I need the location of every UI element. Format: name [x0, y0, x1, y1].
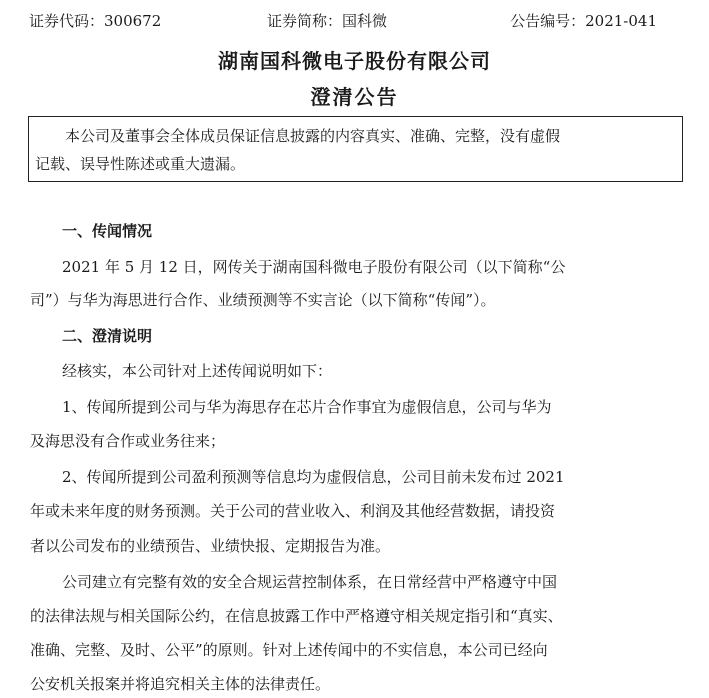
item-2-line-1: 2、传闻所提到公司盈利预测等信息均为虚假信息，公司目前未发布过 2021: [62, 468, 565, 486]
item-1-line-1: 1、传闻所提到公司与华为海思存在芯片合作事宜为虚假信息，公司与华为: [62, 398, 552, 416]
notice-line-1: 本公司及董事会全体成员保证信息披露的内容真实、准确、完整，没有虚假: [65, 127, 561, 145]
section-1-heading: 一、传闻情况: [62, 222, 153, 240]
closing-line-4: 公安机关报案并将追究相关主体的法律责任。: [30, 675, 331, 693]
item-2-line-3: 者以公司发布的业绩预告、业绩快报、定期报告为准。: [30, 537, 391, 555]
section-2-heading: 二、澄清说明: [62, 327, 153, 345]
announcement-number: 公告编号：2021-041: [510, 12, 657, 30]
closing-line-2: 的法律法规与相关国际公约，在信息披露工作中严格遵守相关规定指引和“真实、: [30, 607, 563, 625]
item-1-line-2: 及海思没有合作或业务往来；: [30, 432, 226, 450]
closing-line-1: 公司建立有完整有效的安全合规运营控制体系，在日常经营中严格遵守中国: [62, 573, 558, 591]
section-1-line-2: 司”）与华为海思进行合作、业绩预测等不实言论（以下简称“传闻”）。: [30, 291, 496, 309]
header-meta-row: [29, 10, 657, 32]
notice-box: [28, 116, 683, 182]
stock-short-name: 证券简称：国科微: [267, 12, 388, 30]
section-1-line-1: 2021 年 5 月 12 日，网传关于湖南国科微电子股份有限公司（以下简称“公: [62, 258, 566, 276]
section-2-intro: 经核实，本公司针对上述传闻说明如下：: [62, 362, 333, 380]
closing-line-3: 准确、完整、及时、公平”的原则。针对上述传闻中的不实信息，本公司已经向: [30, 641, 548, 659]
document-title: 澄清公告: [310, 85, 399, 109]
item-2-line-2: 年或未来年度的财务预测。关于公司的营业收入、利润及其他经营数据，请投资: [30, 502, 556, 520]
notice-line-2: 记载、误导性陈述或重大遗漏。: [35, 155, 246, 173]
stock-code: 证券代码：300672: [29, 12, 162, 30]
company-name: 湖南国科微电子股份有限公司: [218, 49, 491, 73]
